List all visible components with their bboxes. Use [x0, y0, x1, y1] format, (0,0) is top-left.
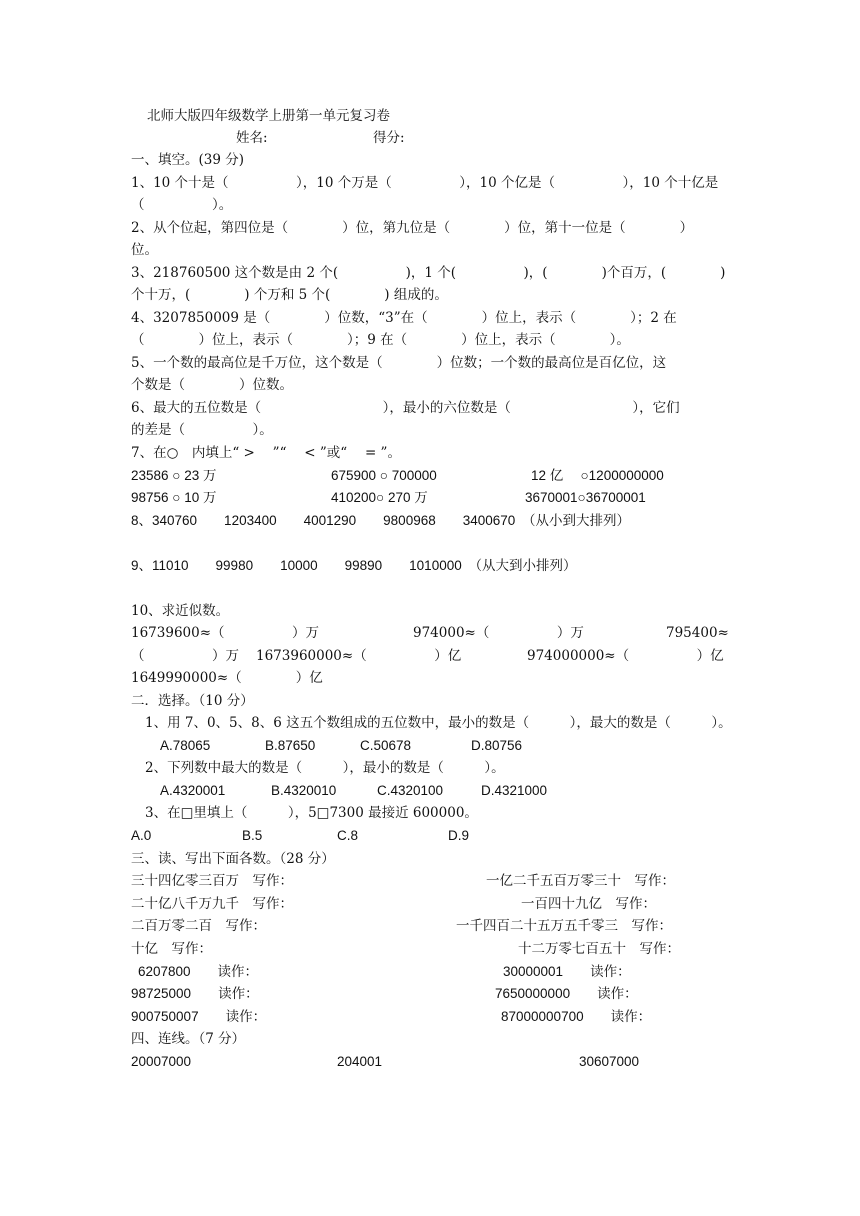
read-item: 7650000000 读作： [495, 986, 638, 1001]
choice-option: A.78065 [160, 738, 211, 753]
compare-item: 12 亿 ○1200000000 [531, 468, 664, 483]
write-item: 一千四百二十五万五千零三 写作： [456, 918, 672, 934]
section4-heading: 四、连线。（7 分） [131, 1031, 246, 1047]
question-8: 8、340760 1203400 4001290 9800968 3400670 （从小到大排列） [131, 513, 631, 528]
score-label: 得分: [373, 130, 405, 146]
compare-item: 3670001○36700001 [525, 490, 646, 505]
choice-option: D.9 [448, 828, 470, 843]
section1-heading: 一、填空。(39 分) [131, 152, 245, 168]
question-9: 9、11010 99980 10000 99890 1010000 （从大到小排列） [131, 558, 577, 573]
choice-option: C.50678 [360, 738, 412, 753]
question-6-line1: 6、最大的五位数是（ ），最小的六位数是（ ），它们 [131, 400, 680, 416]
section3-heading: 三、读、写出下面各数。（28 分） [131, 851, 335, 867]
choice-question-1: 1、用 7、0、5、8、6 这五个数组成的五位数中，最小的数是（ ），最大的数是（ ）。 [145, 715, 732, 731]
write-item: 十亿 写作： [131, 941, 212, 957]
compare-item: 410200○ 270 万 [331, 490, 428, 505]
read-item: 900750007 读作： [131, 1009, 267, 1024]
approx-item: 1649990000≈（ ）亿 [131, 670, 323, 686]
question-5-line1: 5、一个数的最高位是千万位，这个数是（ ）位数；一个数的最高位是百亿位，这 [131, 355, 667, 371]
compare-item: 23586 ○ 23 万 [131, 468, 217, 483]
read-item: 6207800 读作： [138, 964, 259, 979]
name-label: 姓名: [236, 130, 268, 146]
write-item: 一百四十九亿 写作： [521, 896, 656, 912]
write-item: 三十四亿零三百万 写作： [131, 873, 293, 889]
choice-option: C.8 [337, 828, 359, 843]
question-7-prompt: 7、在○ 内填上“ > ”“ < ”或“ = ”。 [131, 445, 401, 461]
match-item: 204001 [337, 1054, 383, 1069]
choice-option: D.4321000 [481, 783, 548, 798]
question-4-line2: （ ）位上，表示（ ）；9 在（ ）位上，表示（ ）。 [131, 332, 630, 348]
question-1-line2: （ ）。 [131, 197, 233, 213]
choice-option: B.5 [242, 828, 263, 843]
question-2-line1: 2、从个位起，第四位是（ ）位，第九位是（ ）位，第十一位是（ ） [131, 220, 694, 236]
question-6-line2: 的差是（ ）。 [131, 422, 273, 438]
choice-option: B.87650 [265, 738, 316, 753]
write-item: 一亿二千五百万零三十 写作： [486, 873, 675, 889]
question-2-line2: 位。 [131, 242, 158, 258]
choice-option: A.0 [131, 828, 152, 843]
choice-question-2: 2、下列数中最大的数是（ ），最小的数是（ ）。 [145, 760, 505, 776]
read-item: 87000000700 读作： [501, 1009, 652, 1024]
approx-item: 974000≈（ ）万 [413, 625, 584, 641]
read-item: 98725000 读作： [131, 986, 259, 1001]
approx-item: 974000000≈（ ）亿 [527, 648, 724, 664]
choice-option: B.4320010 [271, 783, 337, 798]
choice-option: D.80756 [471, 738, 523, 753]
question-3-line1: 3、218760500 这个数是由 2 个( )，1 个( )，( )个百万，( ) [131, 265, 726, 281]
compare-item: 675900 ○ 700000 [331, 468, 437, 483]
question-10-prompt: 10、求近似数。 [131, 603, 230, 619]
choice-option: C.4320100 [377, 783, 444, 798]
question-4-line1: 4、3207850009 是（ ）位数，“3”在（ ）位上，表示（ ）；2 在 [131, 310, 677, 326]
write-item: 二百万零二百 写作： [131, 918, 266, 934]
write-item: 十二万零七百五十 写作： [518, 941, 680, 957]
question-5-line2: 个数是（ ）位数。 [131, 377, 293, 393]
compare-item: 98756 ○ 10 万 [131, 490, 217, 505]
choice-option: A.4320001 [160, 783, 226, 798]
exam-title: 北师大版四年级数学上册第一单元复习卷 [147, 108, 390, 124]
match-item: 20007000 [131, 1054, 192, 1069]
approx-item: 1673960000≈（ ）亿 [256, 648, 462, 664]
section2-heading: 二．选择。（10 分） [131, 693, 254, 709]
choice-question-3: 3、在□里填上（ ），5□7300 最接近 600000。 [145, 805, 478, 821]
question-3-line2: 个十万，( ) 个万和 5 个( ) 组成的。 [131, 287, 448, 303]
question-1-line1: 1、10 个十是（ ），10 个万是（ ），10 个亿是（ ），10 个十亿是 [131, 175, 719, 191]
approx-item: 16739600≈（ ）万 [131, 625, 320, 641]
write-item: 二十亿八千万九千 写作： [131, 896, 293, 912]
approx-item: 795400≈ [666, 625, 729, 641]
match-item: 30607000 [579, 1054, 640, 1069]
read-item: 30000001 读作： [503, 964, 631, 979]
approx-item: （ ）万 [131, 648, 239, 664]
